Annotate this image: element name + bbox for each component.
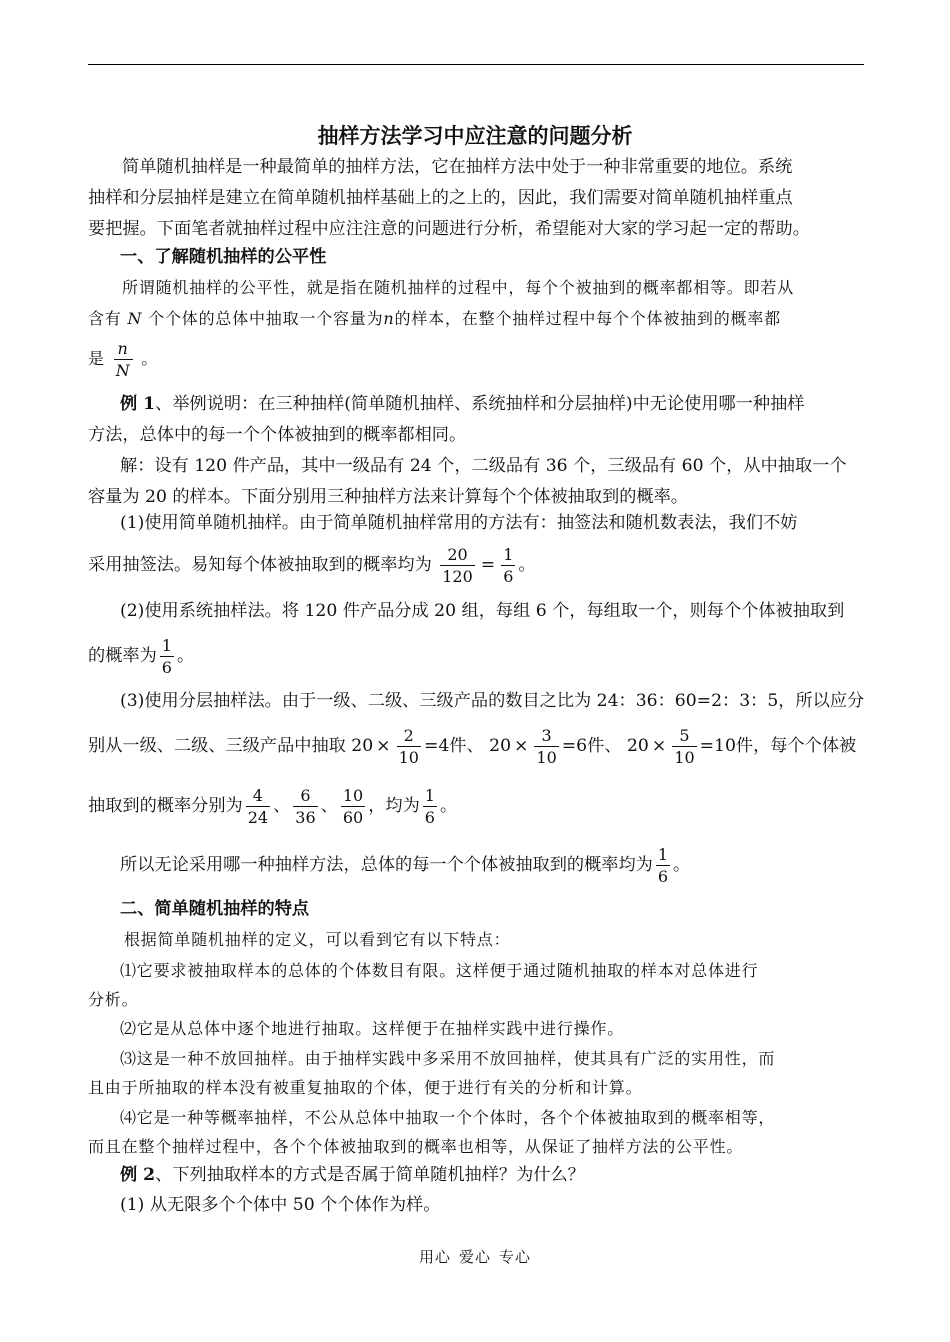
method-3-line-2: 别从一级、二级、三级产品中抽取 20 × $\frac{2}{10}$ =4件、 20 × $\frac{3}{10}$ =6件、 20 × $\frac{5}{10}$ =10件，每个个体被 bbox=[88, 726, 857, 767]
solution-line-2: 容量为 20 的样本。下面分别用三种抽样方法来计算每个个体被抽取到的概率。 bbox=[88, 487, 688, 507]
feature-1-line-2: 分析。 bbox=[88, 990, 139, 1009]
section-1-line-1: 所谓随机抽样的公平性，就是指在随机抽样的过程中，每个个被抽到的概率都相等。即若从 bbox=[122, 278, 795, 297]
example-2-label: 例 2 bbox=[120, 1165, 156, 1185]
fraction-5-over-10: $\frac{5}{10}$ bbox=[674, 726, 695, 767]
footer-word-2: 爱心 bbox=[458, 1248, 491, 1266]
feature-2: ⑵它是从总体中逐个地进行抽取。这样便于在抽样实践中进行操作。 bbox=[120, 1019, 625, 1038]
conclusion-line: 所以无论采用哪一种抽样方法，总体的每一个个体被抽取到的概率均为 $\frac{1}{6}$ 。 bbox=[120, 845, 691, 886]
var-N: N bbox=[127, 309, 143, 328]
fraction-3-over-10: $\frac{3}{10}$ bbox=[536, 726, 557, 767]
footer-word-3: 专心 bbox=[499, 1248, 532, 1266]
feature-3-line-1: ⑶这是一种不放回抽样。由于抽样实践中多采用不放回抽样，使其具有广泛的实用性，而 bbox=[120, 1049, 776, 1068]
header-rule bbox=[88, 64, 864, 65]
fraction-4-over-24: $\frac{4}{24}$ bbox=[247, 786, 269, 827]
intro-line-2: 抽样和分层抽样是建立在简单随机抽样基础上的之上的，因此，我们需要对简单随机抽样重点 bbox=[88, 188, 793, 208]
section-1-heading: 一、了解随机抽样的公平性 bbox=[120, 247, 327, 267]
feature-4-line-1: ⑷它是一种等概率抽样，不公从总体中抽取一个个体时，各个个体被抽取到的概率相等， bbox=[120, 1108, 776, 1127]
fraction-10-over-60: $\frac{10}{60}$ bbox=[342, 786, 364, 827]
page-title: 抽样方法学习中应注意的问题分析 bbox=[317, 124, 633, 148]
fraction-n-over-N: $\frac{n}{N}$ bbox=[115, 339, 131, 380]
feature-1-line-1: ⑴它要求被抽取样本的总体的个体数目有限。这样便于通过随机抽取的样本对总体进行 bbox=[120, 961, 759, 980]
method-2-line-1: (2)使用系统抽样法。将 120 件产品分成 20 组，每组 6 个，每组取一个，则每个个体被抽取到 bbox=[120, 601, 845, 621]
intro-line-1: 简单随机抽样是一种最简单的抽样方法，它在抽样方法中处于一种非常重要的地位。系统 bbox=[122, 157, 793, 177]
example-1-line-1: 例 1、举例说明：在三种抽样(简单随机抽样、系统抽样和分层抽样)中无论使用哪一种抽样 bbox=[120, 394, 805, 414]
example-2-line-1: 例 2、下列抽取样本的方式是否属于简单随机抽样？为什么？ bbox=[120, 1165, 585, 1185]
page-footer bbox=[0, 1246, 950, 1267]
fraction-1-over-6: $\frac{1}{6}$ bbox=[161, 636, 172, 677]
method-3-line-3: 抽取到的概率分别为 $\frac{4}{24}$ 、 $\frac{6}{36}$ 、 $\frac{10}{60}$ ，均为 $\frac{1}{6}$ 。 bbox=[88, 786, 458, 827]
example-1-label: 例 1 bbox=[120, 394, 156, 414]
method-3-line-1: (3)使用分层抽样法。由于一级、二级、三级产品的数目之比为 24：36：60=2：3：5，所以应分 bbox=[120, 691, 865, 711]
intro-line-3: 要把握。下面笔者就抽样过程中应注注意的问题进行分析，希望能对大家的学习起一定的帮助。 bbox=[88, 219, 810, 239]
section-1-line-3: 是 $\frac{n}{N}$ 。 bbox=[88, 339, 159, 380]
feature-4-line-2: 而且在整个抽样过程中，各个个体被抽取到的概率也相等，从保证了抽样方法的公平性。 bbox=[88, 1137, 744, 1156]
var-n: n bbox=[383, 309, 395, 328]
fraction-6-over-36: $\frac{6}{36}$ bbox=[295, 786, 316, 827]
example-1-line-2: 方法，总体中的每一个个体被抽到的概率都相同。 bbox=[88, 425, 467, 445]
fraction-1-over-6: $\frac{1}{6}$ bbox=[503, 545, 514, 586]
fraction-1-over-6: $\frac{1}{6}$ bbox=[657, 845, 669, 886]
fraction-1-over-6: $\frac{1}{6}$ bbox=[424, 786, 435, 827]
footer-word-1: 用心 bbox=[418, 1248, 451, 1266]
method-1-line-2: 采用抽签法。易知每个体被抽取到的概率均为 $\frac{20}{120}$ = $\frac{1}{6}$ 。 bbox=[88, 545, 536, 586]
method-2-line-2: 的概率为 $\frac{1}{6}$ 。 bbox=[88, 636, 195, 677]
section-1-line-2: 含有 N 个个体的总体中抽取一个容量为n的样本，在整个抽样过程中每个个体被抽到的概率都 bbox=[88, 309, 781, 328]
section-2-heading: 二、简单随机抽样的特点 bbox=[120, 899, 310, 919]
example-2-item-1: (1) 从无限多个个体中 50 个个体作为样。 bbox=[120, 1195, 441, 1215]
feature-3-line-2: 且由于所抽取的样本没有被重复抽取的个体，便于进行有关的分析和计算。 bbox=[88, 1078, 643, 1097]
method-1-line-1: (1)使用简单随机抽样。由于简单随机抽样常用的方法有：抽签法和随机数表法，我们不妨 bbox=[120, 513, 798, 533]
section-2-intro: 根据简单随机抽样的定义，可以看到它有以下特点： bbox=[124, 930, 511, 949]
fraction-20-over-120: $\frac{20}{120}$ bbox=[442, 545, 473, 586]
solution-line-1: 解：设有 120 件产品，其中一级品有 24 个，二级品有 36 个，三级品有 60 个，从中抽取一个 bbox=[120, 456, 847, 476]
fraction-2-over-10: $\frac{2}{10}$ bbox=[398, 726, 419, 767]
